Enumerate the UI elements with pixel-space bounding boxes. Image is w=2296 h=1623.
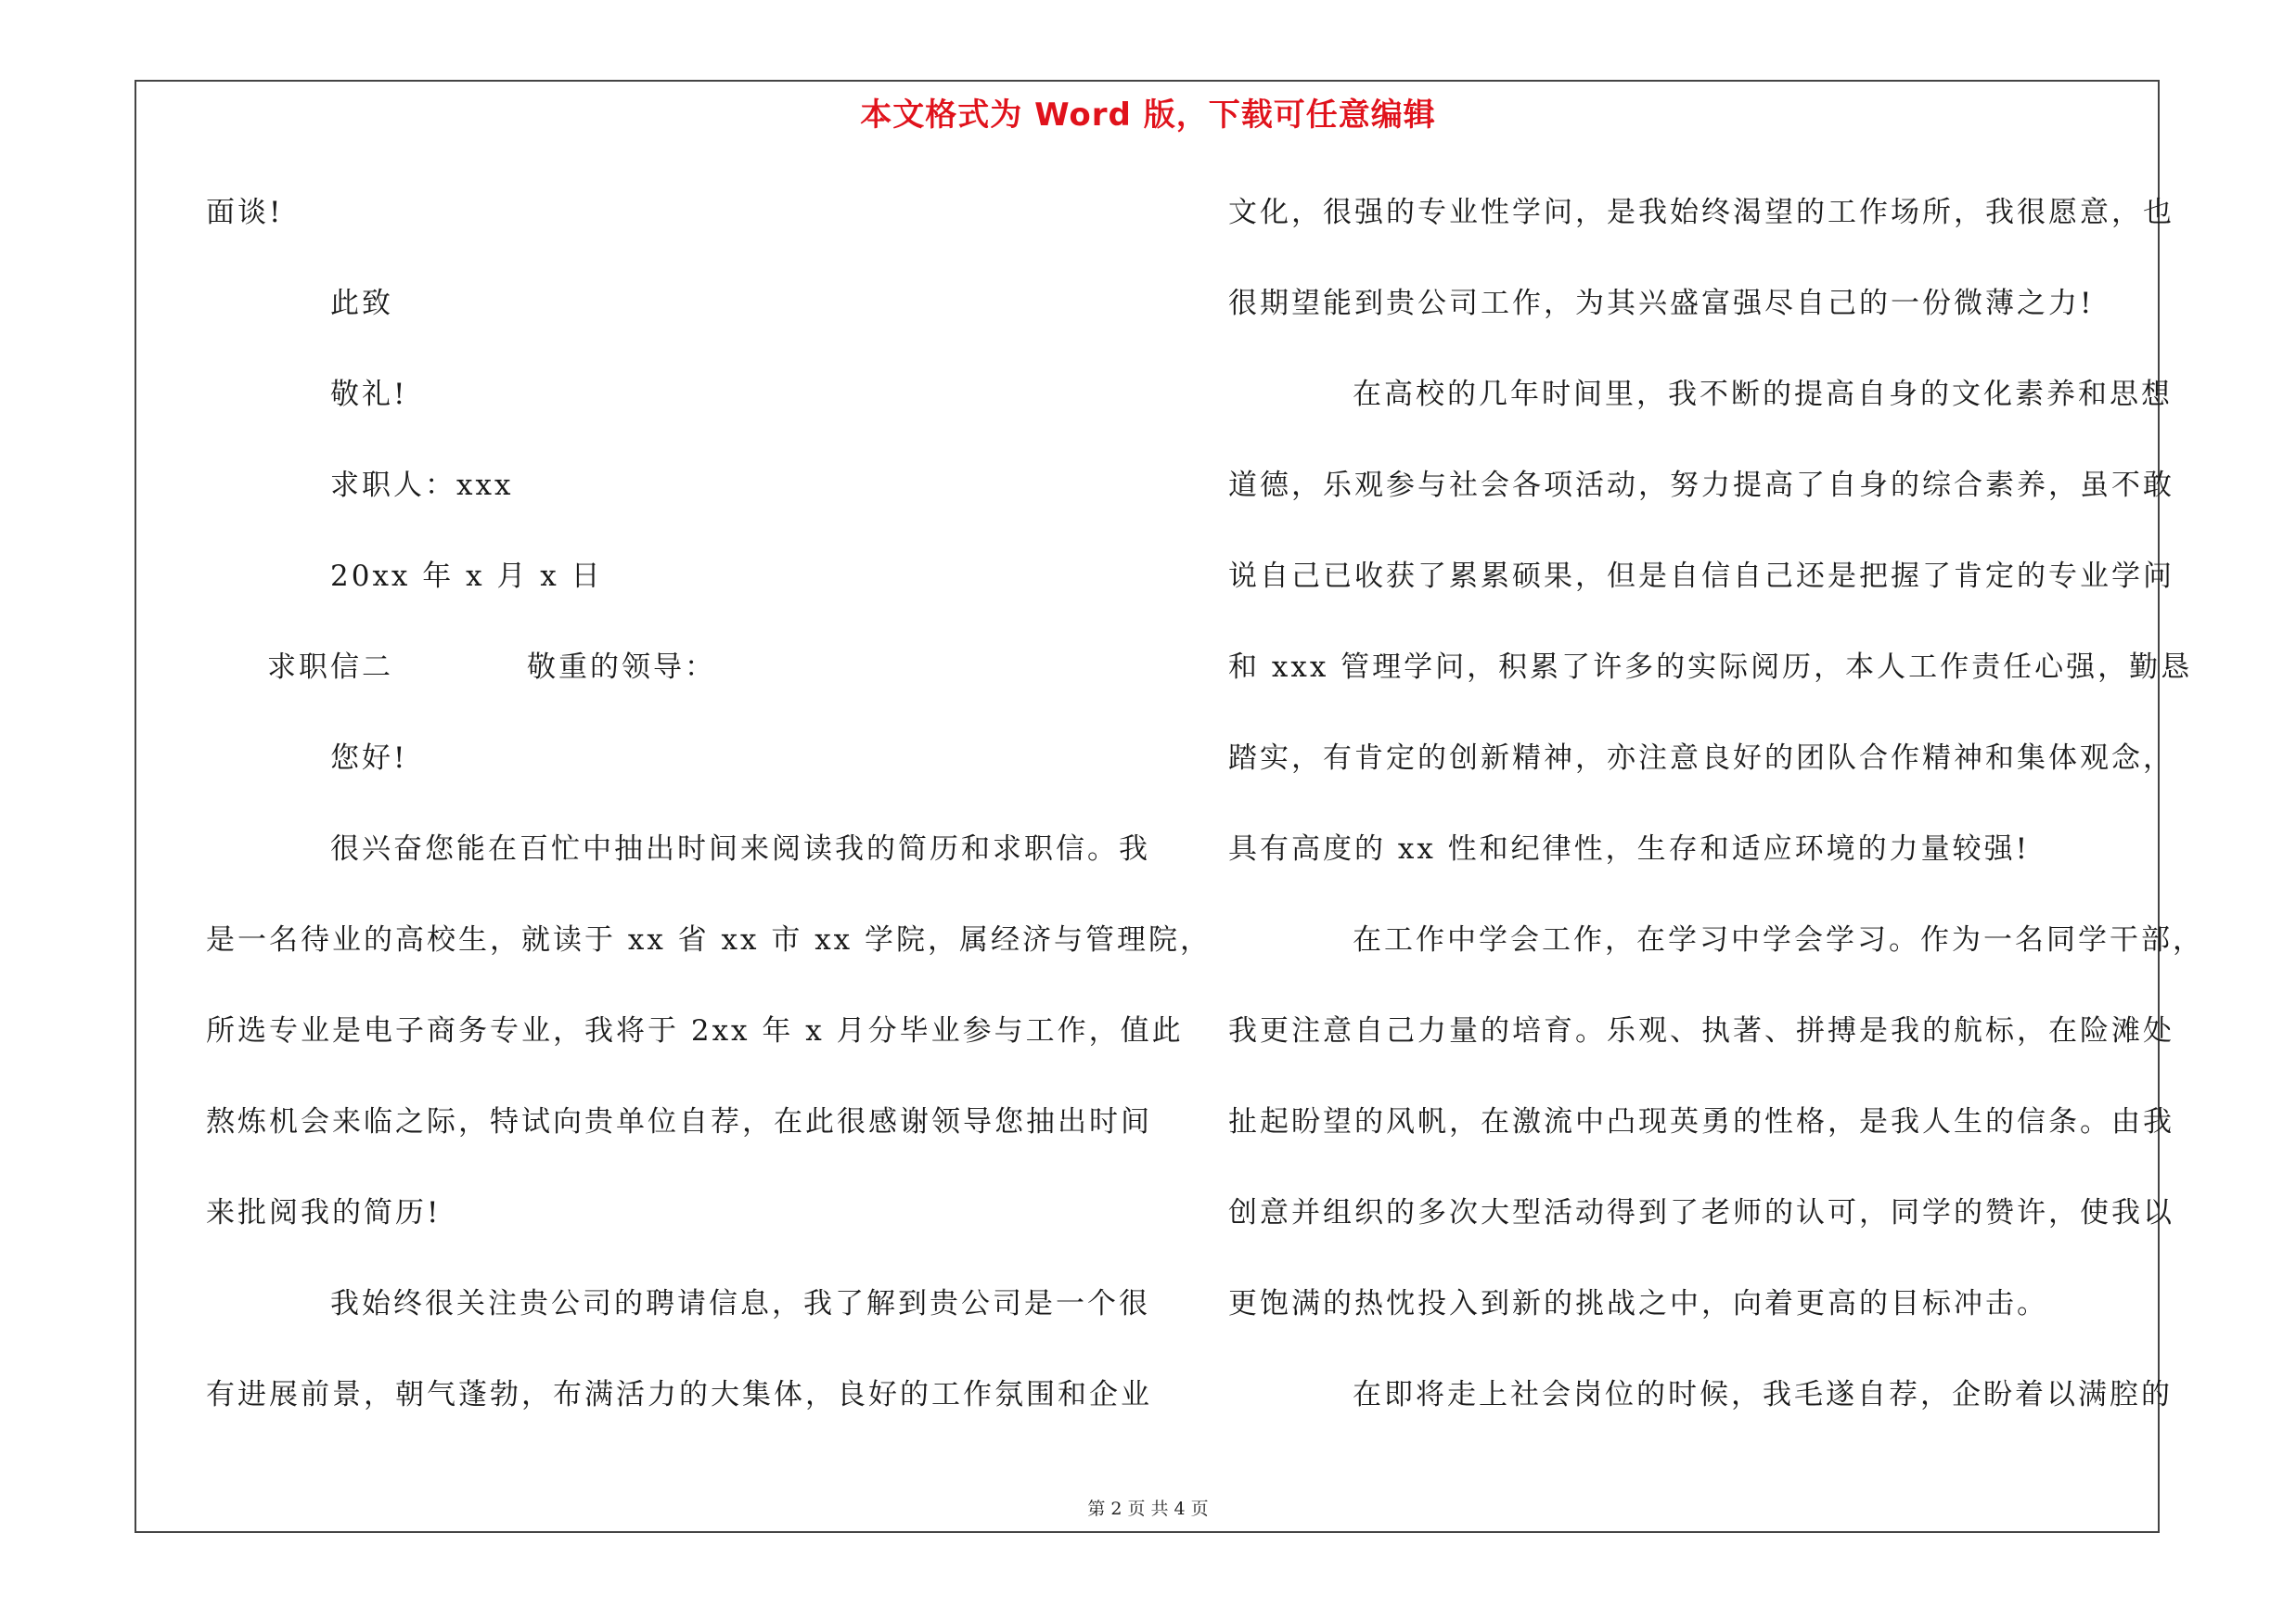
letter-salutation: 敬重的领导： <box>527 650 716 684</box>
text-line: 有进展前景，朝气蓬勃，布满活力的大集体，良好的工作氛围和企业 <box>206 1378 1152 1411</box>
text-line: 说自己已收获了累累硕果，但是自信自己还是把握了肯定的专业学问 <box>1228 560 2174 593</box>
text-line: 此致 <box>330 287 393 320</box>
text-line: 和 xxx 管理学问，积累了许多的实际阅历，本人工作责任心强，勤恳 <box>1228 650 2193 684</box>
page-number-footer: 第 2 页 共 4 页 <box>1087 1499 1209 1519</box>
text-line: 很兴奋您能在百忙中抽出时间来阅读我的简历和求职信。我 <box>330 832 1150 866</box>
text-line: 在即将走上社会岗位的时候，我毛遂自荐，企盼着以满腔的 <box>1353 1378 2173 1411</box>
text-line: 具有高度的 xx 性和纪律性，生存和适应环境的力量较强! <box>1228 832 2031 866</box>
text-line: 踏实，有肯定的创新精神，亦注意良好的团队合作精神和集体观念， <box>1228 741 2174 775</box>
letter-heading <box>206 640 1137 731</box>
text-line: 您好! <box>330 741 408 775</box>
format-notice-banner: 本文格式为 Word 版，下载可任意编辑 <box>860 97 1436 134</box>
text-line: 更饱满的热忱投入到新的挑战之中，向着更高的目标冲击。 <box>1228 1287 2048 1320</box>
text-line: 求职人：xxx <box>330 469 514 502</box>
text-line: 道德，乐观参与社会各项活动，努力提高了自身的综合素养，虽不敢 <box>1228 469 2174 502</box>
text-line: 来批阅我的简历! <box>206 1196 442 1230</box>
text-line: 是一名待业的高校生，就读于 xx 省 xx 市 xx 学院，属经济与管理院， <box>206 923 1212 957</box>
text-line: 所选专业是电子商务专业，我将于 2xx 年 x 月分毕业参与工作，值此 <box>206 1014 1184 1048</box>
text-line: 我始终很关注贵公司的聘请信息，我了解到贵公司是一个很 <box>330 1287 1150 1320</box>
text-line: 创意并组织的多次大型活动得到了老师的认可，同学的赞许，使我以 <box>1228 1196 2174 1230</box>
text-line: 在工作中学会工作，在学习中学会学习。作为一名同学干部， <box>1353 923 2204 957</box>
right-text-column <box>1228 186 2204 1459</box>
text-line: 文化，很强的专业性学问，是我始终渴望的工作场所，我很愿意，也 <box>1228 196 2174 229</box>
text-line: 面谈! <box>206 196 284 229</box>
text-line: 敬礼! <box>330 378 408 411</box>
letter-title: 求职信二 <box>267 650 393 684</box>
left-text-column <box>206 186 1212 1459</box>
text-line: 20xx 年 x 月 x 日 <box>330 560 603 593</box>
text-line: 在高校的几年时间里，我不断的提高自身的文化素养和思想 <box>1353 378 2173 411</box>
text-line: 我更注意自己力量的培育。乐观、执著、拼搏是我的航标，在险滩处 <box>1228 1014 2174 1048</box>
text-line: 很期望能到贵公司工作，为其兴盛富强尽自己的一份微薄之力! <box>1228 287 2095 320</box>
text-line: 熬炼机会来临之际，特试向贵单位自荐，在此很感谢领导您抽出时间 <box>206 1105 1152 1139</box>
text-line: 扯起盼望的风帆，在激流中凸现英勇的性格，是我人生的信条。由我 <box>1228 1105 2174 1139</box>
